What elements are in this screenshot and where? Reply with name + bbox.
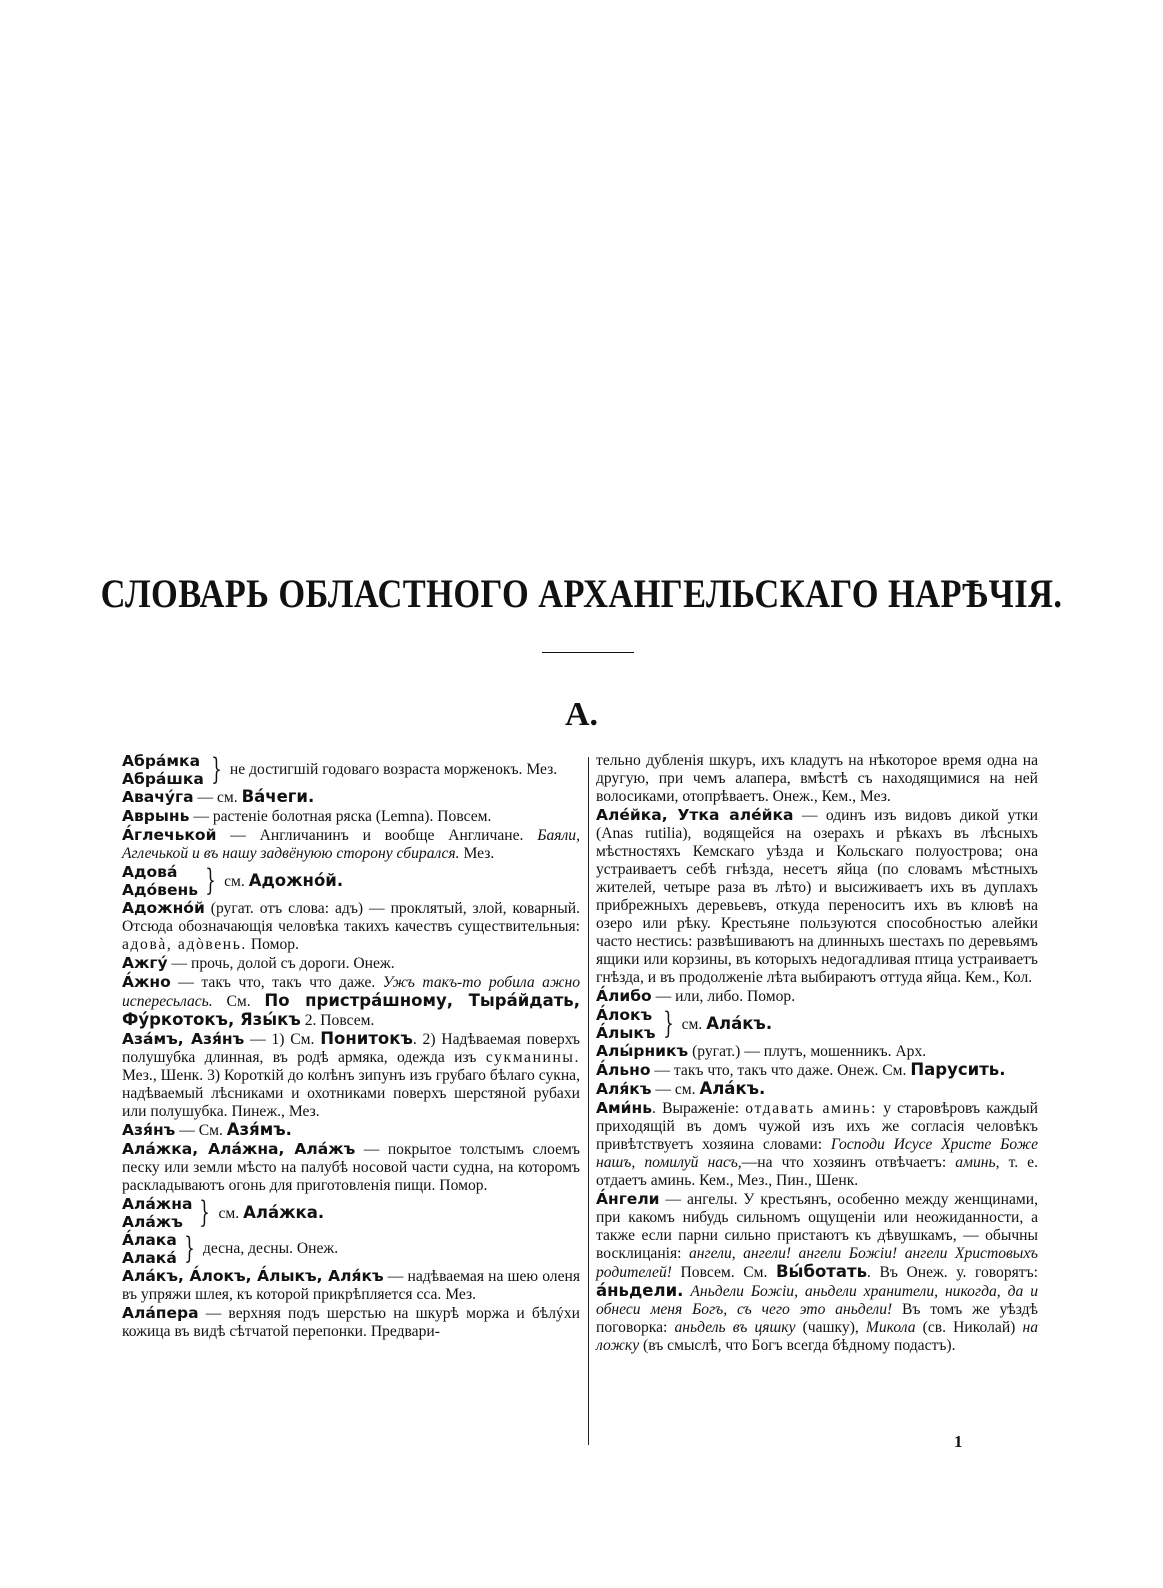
cross-reference: Алáкъ.	[706, 1013, 773, 1033]
cross-reference: Адожнóй.	[248, 870, 344, 890]
definition: — такъ что, такъ что даже. Онеж. См.	[650, 1062, 911, 1079]
cross-reference: Азя́мъ.	[226, 1120, 292, 1139]
definition: (въ смыслѣ, что Богъ всегда бѣдному подастъ).	[639, 1337, 956, 1354]
dictionary-entry	[122, 1304, 580, 1341]
definition: — Англичанинъ и вообще Англичане.	[216, 827, 538, 844]
cross-reference: Вы́ботать	[775, 1262, 868, 1281]
headword: Аврынь	[122, 807, 190, 825]
definition: — верхняя подъ шерстью на шкурѣ моржа и бѣлýхи кожица въ видѣ сѣтчатой перепонки. Предвари-	[122, 1305, 580, 1340]
dictionary-entry	[596, 1080, 1038, 1099]
right-column	[596, 752, 1038, 1355]
headword: Адóвень	[122, 881, 198, 899]
region-label: Мез.	[459, 845, 495, 862]
dictionary-entry	[596, 987, 1038, 1006]
see-label: См.	[212, 993, 265, 1010]
headword: Алáжка, Алáжна, Алáжъ	[122, 1140, 356, 1158]
definition: — покрытое толстымъ слоемъ песку или земли мѣсто на палубѣ носовой части судна, на которомъ раскладываютъ огонь для приготовленія пищи. Помор.	[122, 1141, 580, 1194]
dictionary-entry	[122, 826, 580, 863]
see-label: — См.	[175, 1122, 227, 1139]
headword: А́локъ	[596, 1006, 653, 1024]
entry-group	[122, 1195, 580, 1231]
definition: —на что хозяинъ отвѣчаетъ:	[741, 1154, 956, 1171]
headword: Адовá	[122, 863, 178, 881]
dictionary-entry	[596, 1190, 1038, 1355]
brace-glyph: }	[662, 1006, 674, 1041]
region-label: т. е. отдаетъ аминь. Кем., Мез., Пин., Шенк.	[596, 1154, 1038, 1189]
brace-glyph: }	[199, 1195, 211, 1230]
headword: А́либо	[596, 987, 652, 1005]
example-text: на ложку	[596, 1319, 1038, 1354]
definition: — см.	[193, 789, 242, 806]
definition: (чашку),	[795, 1319, 866, 1336]
dictionary-entry	[596, 1061, 1038, 1080]
cross-reference: Алáкъ.	[699, 1079, 766, 1098]
dictionary-entry	[596, 1099, 1038, 1190]
headword: Алы́рникъ	[596, 1042, 689, 1060]
brace-glyph: }	[211, 752, 222, 787]
definition: у старовѣровъ каждый приходящій въ домъ чужой изъ ихъ же согласія человѣкъ привѣтствуетъ хозяина словами:	[596, 1100, 1038, 1153]
headword: А́глечькой	[122, 826, 217, 844]
dictionary-entry	[122, 1140, 580, 1195]
definition: — растеніе болотная ряска (Lemna). Повсем.	[189, 808, 492, 825]
headword: А́нгели	[596, 1190, 660, 1208]
definition: Въ томъ же уѣздѣ поговорка:	[596, 1301, 1038, 1336]
definition	[219, 1204, 325, 1223]
see-label: см.	[218, 1204, 244, 1222]
brace-glyph: }	[184, 1231, 195, 1266]
definition: (св. Николай)	[915, 1319, 1023, 1336]
cross-reference: Вáчеги.	[241, 787, 315, 806]
dictionary-entry	[122, 807, 580, 826]
dictionary-entry	[596, 806, 1038, 987]
headword: Адожнóй	[122, 899, 205, 917]
definition: — или, либо. Помор.	[651, 988, 796, 1005]
cross-reference: По пристрáшному, Тырáйдать, Фýркотокъ, Язы́къ	[122, 991, 581, 1029]
headword: Азя́нъ	[122, 1121, 176, 1139]
region-label: 2. Повсем.	[300, 1012, 375, 1029]
headword: Алáжъ	[122, 1213, 183, 1231]
dictionary-entry	[596, 1042, 1038, 1061]
page-number: 1	[954, 1432, 963, 1451]
headword: Алéйка, Утка алéйка	[596, 806, 794, 824]
entry-group	[122, 752, 580, 788]
definition	[682, 1015, 772, 1034]
headword: Азáмъ, Азя́нъ	[122, 1030, 245, 1048]
definition: . Въ Онеж. у. говорятъ:	[867, 1264, 1038, 1281]
page-title: СЛОВАРЬ ОБЛАСТНОГО АРХАНГЕЛЬСКАГО НАРѢЧІЯ.	[100, 571, 1063, 616]
definition: — надѣваемая на шею оленя въ упряжи шлея, къ которой прикрѣпляется сса. Мез.	[122, 1268, 581, 1303]
headword: Авачýга	[122, 788, 194, 806]
section-letter: А.	[564, 696, 599, 733]
entry-group	[122, 1231, 580, 1267]
example-text: Аньдели Божіи, аньдели хранители, никогда, да и обнеси меня Богъ, съ чего это аньдели!	[596, 1283, 1038, 1318]
see-label: Повсем. См.	[671, 1264, 776, 1281]
see-label: см.	[224, 872, 249, 890]
brace-glyph: }	[205, 863, 216, 898]
headword: Алáжна	[122, 1195, 193, 1213]
headword: Ами́нь	[596, 1099, 653, 1117]
example-text: Господи Исусе Христе Боже нашъ, помилуй насъ,	[596, 1136, 1038, 1171]
see-label: см.	[681, 1015, 707, 1033]
headword: А́жно	[122, 973, 171, 991]
entry-group	[122, 863, 580, 899]
derived-forms: сукманины.	[485, 1049, 580, 1066]
derived-forms: отдавать аминь:	[745, 1100, 878, 1117]
example-text: Микола	[865, 1319, 916, 1336]
entry-group	[596, 1006, 1038, 1042]
headword: А́льно	[596, 1061, 651, 1079]
headword: А́лака	[122, 1231, 177, 1249]
headword: Алáкъ, А́локъ, А́лыкъ, Аля́къ	[122, 1267, 384, 1285]
definition: — ангелы. У крестьянъ, особенно между женщинами, при какомъ нибудь сильномъ ощущеніи или неожиданности, а также если парни сильно пристаютъ къ дѣвушкамъ, — обычны восклицанія:	[596, 1191, 1038, 1262]
definition: — такъ что, такъ что даже.	[170, 974, 383, 991]
definition: десна, десны. Онеж.	[202, 1240, 339, 1257]
dictionary-entry	[122, 1121, 580, 1140]
headword: Аля́къ	[596, 1080, 652, 1098]
headword: Алáпера	[122, 1304, 199, 1322]
variant-form: áньдели.	[596, 1281, 684, 1300]
cross-reference: Алáжка.	[243, 1202, 325, 1222]
dictionary-entry	[122, 973, 580, 1030]
dictionary-entry	[122, 899, 580, 954]
example-text: Ужъ такъ-то робила ажно испересьлась.	[122, 974, 581, 1010]
definition: — 1) См.	[244, 1031, 321, 1048]
region-label: Помор.	[246, 936, 299, 953]
definition: не достигшій годоваго возраста морженокъ. Мез.	[229, 761, 558, 778]
definition: (ругат.) — плутъ, мошенникъ. Арх.	[688, 1043, 927, 1060]
example-text: ангели, ангели! ангели Божіи! ангели Христовыхъ родителей!	[596, 1245, 1038, 1281]
cross-reference: Парусить.	[910, 1060, 1006, 1079]
headword: Абрáмка	[122, 752, 201, 770]
cross-reference: Понитокъ	[320, 1029, 413, 1048]
definition: тельно дубленія шкуръ, ихъ кладутъ на нѣкоторое время одна на другую, при чемъ алапера, вмѣстѣ съ находящимися на ней волосиками, отопрѣваетъ. Онеж., Кем., Мез.	[596, 752, 1038, 805]
definition: — одинъ изъ видовъ дикой утки (Anas rutilia), водящейся на озерахъ и рѣкахъ въ лѣсныхъ мѣстностяхъ Кемскаго уѣзда и Кольскаго полуострова; она устраиваетъ себѣ гнѣзда, несетъ яйца (по словамъ мѣстныхъ жителей, четыре раза въ лѣто) и высиживаетъ ихъ въ дуплахъ прибрежныхъ деревьевъ, откуда переноситъ ихъ въ клювѣ на озеро или рѣку. Крестьяне пользуются способностью алейки часто нестись: развѣшиваютъ на длинныхъ шестахъ по деревьямъ ящики или корзины, въ которыхъ недогадливая птица устраиваетъ гнѣзда, и въ продолженіе лѣта выбираютъ оттуда яйца. Кем., Кол.	[596, 807, 1038, 986]
dictionary-entry	[122, 1030, 580, 1121]
left-column	[122, 752, 580, 1341]
title-divider	[542, 652, 634, 653]
definition: . 2) Надѣваемая поверхъ полушубка длинная, въ родѣ армяка, одежда изъ	[122, 1031, 580, 1066]
headword: А́лыкъ	[596, 1024, 656, 1042]
see-label: — см.	[651, 1081, 700, 1098]
dictionary-entry	[122, 954, 580, 973]
derived-forms: адовà, адòвень.	[122, 936, 247, 953]
dictionary-entry	[122, 788, 580, 807]
headword: Абрáшка	[122, 770, 204, 788]
definition: — прочь, долой съ дороги. Онеж.	[167, 955, 395, 972]
example-text: аминь,	[955, 1154, 1000, 1171]
headword: Алакá	[122, 1249, 177, 1267]
dictionary-entry	[122, 1267, 580, 1304]
column-divider	[588, 757, 589, 1445]
example-text: Баяли, Аглечькой и въ нашу задвёнуюю сторону сбирался.	[122, 827, 580, 862]
definition: (ругат. отъ слова: адъ) — проклятый, злой, коварный. Отсюда обозначающія человѣка такихъ качествъ существительныя:	[122, 900, 580, 935]
example-text: аньдель въ цяшку	[674, 1319, 796, 1336]
dictionary-entry-continuation	[596, 752, 1038, 806]
definition: Мез., Шенк. 3) Короткій до колѣнъ зипунъ изъ грубаго бѣлаго сукна, надѣваемый лѣсниками и охотниками поверхъ шерстяной рубахи или полушубка. Пинеж., Мез.	[122, 1067, 580, 1120]
definition: . Выраженіе:	[652, 1100, 746, 1117]
headword: Ажгý	[122, 954, 168, 972]
definition	[224, 872, 343, 891]
